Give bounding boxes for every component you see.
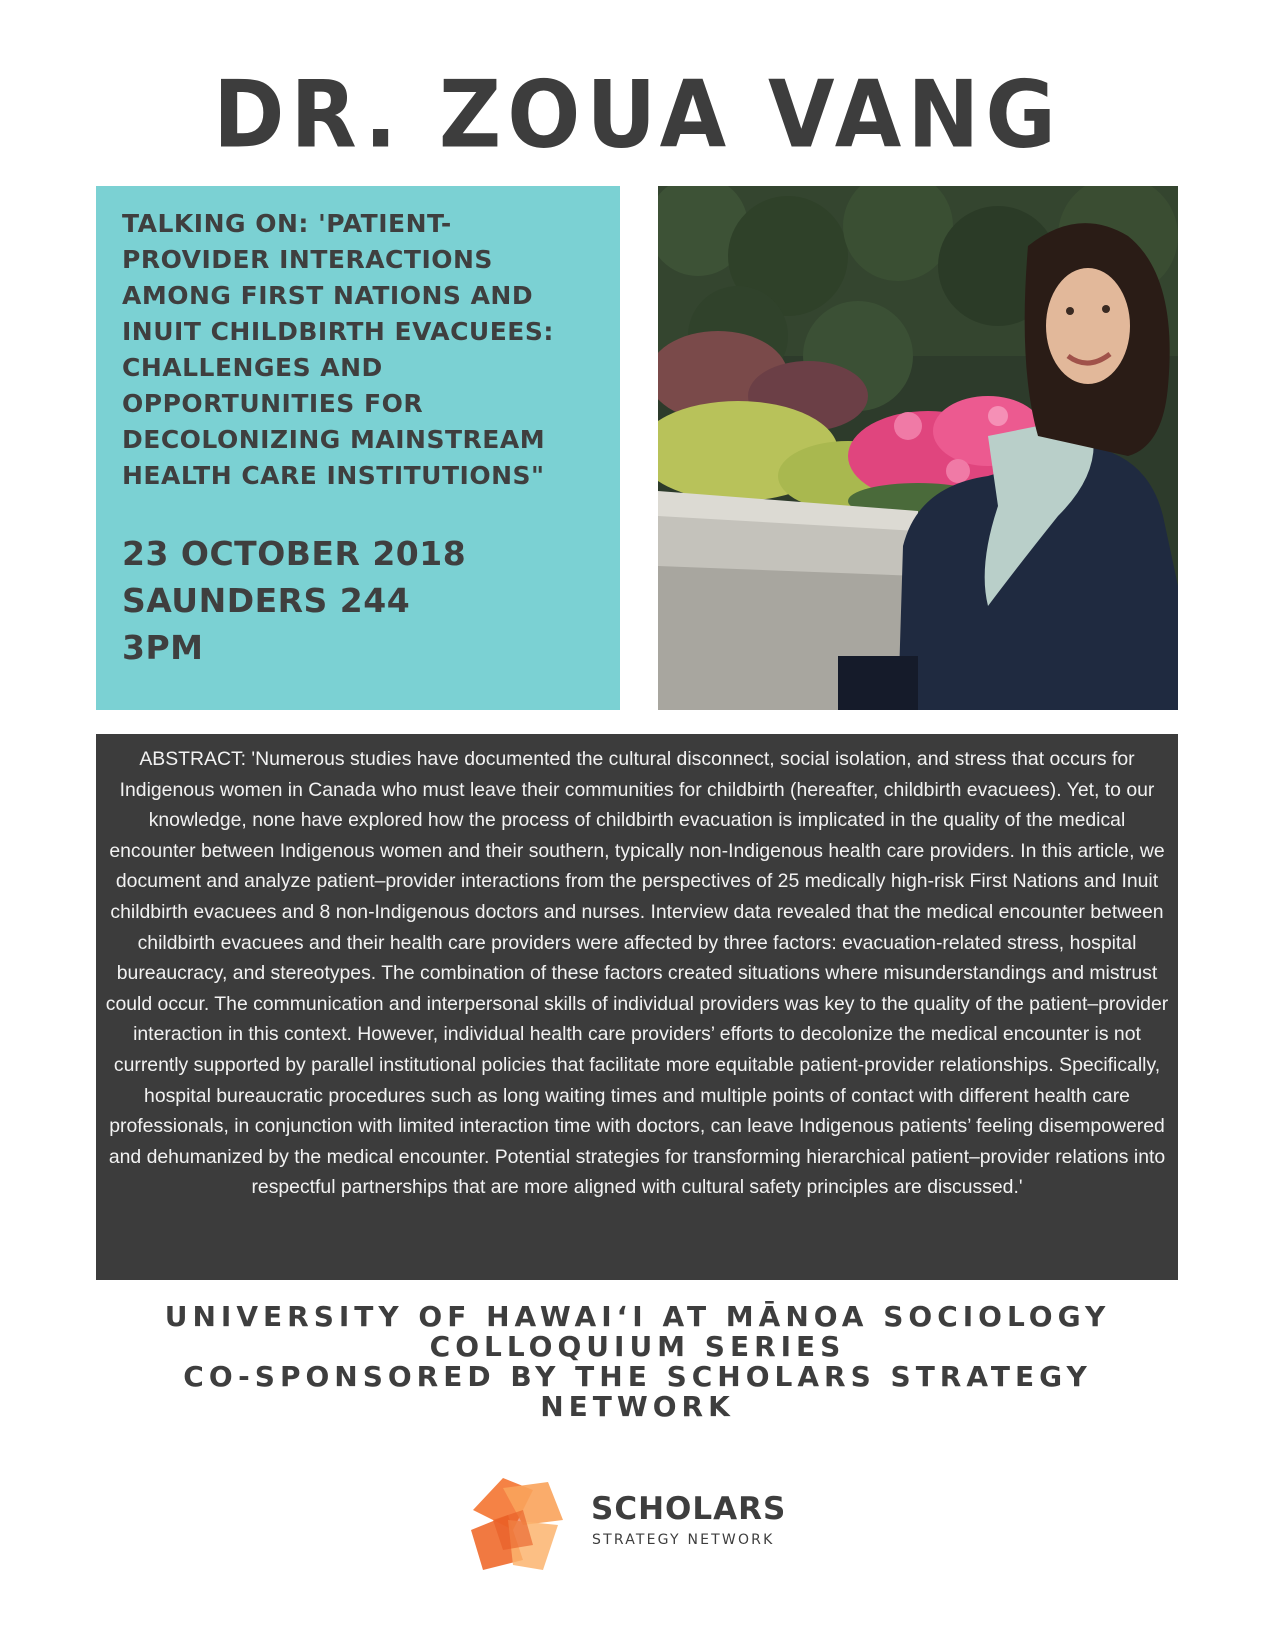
footer-line-1: UNIVERSITY OF HAWAIʻI AT MĀNOA SOCIOLOGY (164, 1300, 1111, 1333)
scholars-strategy-network-logo (463, 1470, 803, 1580)
speaker-name: DR. ZOUA VANG (213, 60, 1062, 169)
footer-line-3: CO-SPONSORED BY THE SCHOLARS STRATEGY (183, 1360, 1092, 1393)
abstract-panel (96, 734, 1178, 1280)
footer-line-2: COLLOQUIUM SERIES (429, 1330, 846, 1363)
sponsor-footer (0, 1302, 1275, 1422)
event-time: 3PM (122, 628, 204, 667)
footer-line-4: NETWORK (540, 1390, 735, 1423)
logo-mark-icon (463, 1470, 573, 1580)
logo-subtitle: STRATEGY NETWORK (592, 1532, 775, 1548)
talk-info-panel (96, 186, 620, 710)
logo-name: SCHOLARS (591, 1491, 787, 1527)
talk-title: TALKING ON: 'PATIENT- PROVIDER INTERACTIONS AMONG FIRST NATIONS AND INUIT CHILDBIRTH EVACUEES: CHALLENGES AND OPPORTUNITIES FOR DECOLONIZING MAINSTREAM HEALTH CARE INSTITUTIONS" (122, 209, 554, 490)
speaker-photo (658, 186, 1178, 710)
abstract-text: ABSTRACT: 'Numerous studies have documented the cultural disconnect, social isolation, and stress that occurs for Indigenous women in Canada who must leave their communities for childbirth (hereafter, childbirth evacuees). Yet, to our knowledge, none have explored how the process of childbirth evacuation is implicated in the quality of the medical encounter between Indigenous women and their southern, typically non-Indigenous health care providers. In this article, we document and analyze patient–provider interactions from the perspectives of 25 medically high-risk First Nations and Inuit childbirth evacuees and 8 non-Indigenous doctors and nurses. Interview data revealed that the medical encounter between childbirth evacuees and their health care providers were affected by three factors: evacuation-related stress, hospital bureaucracy, and stereotypes. The combination of these factors created situations where misunderstandings and mistrust could occur. The communication and interpersonal skills of individual providers was key to the quality of the patient–provider interaction in this context. However, individual health care providers’ efforts to decolonize the medical encounter is not currently supported by parallel institutional policies that facilitate more equitable patient-provider relationships. Specifically, hospital bureaucratic procedures such as long waiting times and multiple points of contact with different health care professionals, in conjunction with limited interaction time with doctors, can leave Indigenous patients’ feeling disempowered and dehumanized by the medical encounter. Potential strategies for transforming hierarchical patient–provider relations into respectful partnerships that are more aligned with cultural safety principles are discussed.' (105, 748, 1169, 1199)
event-location: SAUNDERS 244 (122, 581, 411, 620)
event-date: 23 OCTOBER 2018 (122, 534, 467, 573)
event-details (122, 530, 596, 671)
